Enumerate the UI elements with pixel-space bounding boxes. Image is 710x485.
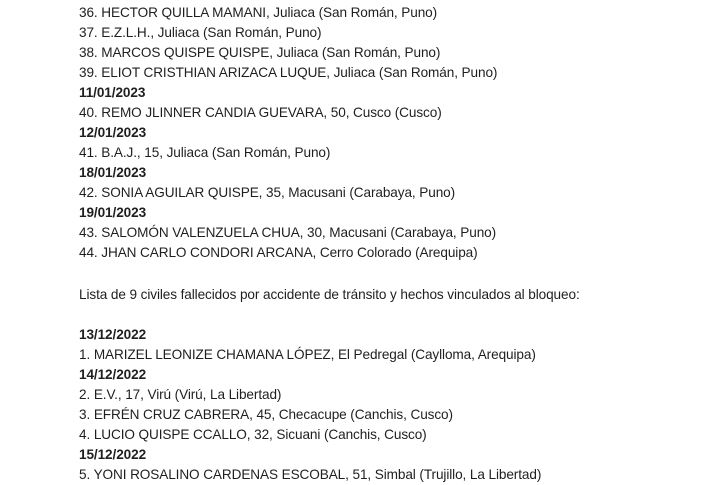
list-item: 42. SONIA AGUILAR QUISPE, 35, Macusani (Carabaya, Puno) (79, 185, 456, 200)
list-item: 41. B.A.J., 15, Juliaca (San Román, Puno) (79, 145, 331, 160)
date-heading: 11/01/2023 (79, 85, 146, 100)
list-item: 2. E.V., 17, Virú (Virú, La Libertad) (79, 387, 282, 402)
list-heading: Lista de 9 civiles fallecidos por accidente de tránsito y hechos vinculados al bloqueo: (79, 287, 580, 302)
list-item: 1. MARIZEL LEONIZE CHAMANA LÓPEZ, El Pedregal (Caylloma, Arequipa) (79, 347, 536, 362)
date-heading: 19/01/2023 (79, 205, 147, 220)
list-item: 44. JHAN CARLO CONDORI ARCANA, Cerro Colorado (Arequipa) (79, 245, 478, 260)
list-item: 38. MARCOS QUISPE QUISPE, Juliaca (San Román, Puno) (79, 45, 441, 60)
list-item: 5. YONI ROSALINO CARDENAS ESCOBAL, 51, Simbal (Trujillo, La Libertad) (79, 467, 542, 482)
date-heading: 13/12/2022 (79, 327, 147, 342)
date-heading: 18/01/2023 (79, 165, 147, 180)
list-item: 40. REMO JLINNER CANDIA GUEVARA, 50, Cusco (Cusco) (79, 105, 442, 120)
list-item: 36. HECTOR QUILLA MAMANI, Juliaca (San Román, Puno) (79, 5, 438, 20)
date-heading: 15/12/2022 (79, 447, 147, 462)
list-item: 4. LUCIO QUISPE CCALLO, 32, Sicuani (Canchis, Cusco) (79, 427, 427, 442)
list-item: 43. SALOMÓN VALENZUELA CHUA, 30, Macusani (Carabaya, Puno) (79, 225, 497, 240)
date-heading: 12/01/2023 (79, 125, 147, 140)
list-item: 3. EFRÉN CRUZ CABRERA, 45, Checacupe (Canchis, Cusco) (79, 407, 453, 422)
date-heading: 14/12/2022 (79, 367, 147, 382)
list-item: 39. ELIOT CRISTHIAN ARIZACA LUQUE, Juliaca (San Román, Puno) (79, 65, 498, 80)
list-item: 37. E.Z.L.H., Juliaca (San Román, Puno) (79, 25, 322, 40)
